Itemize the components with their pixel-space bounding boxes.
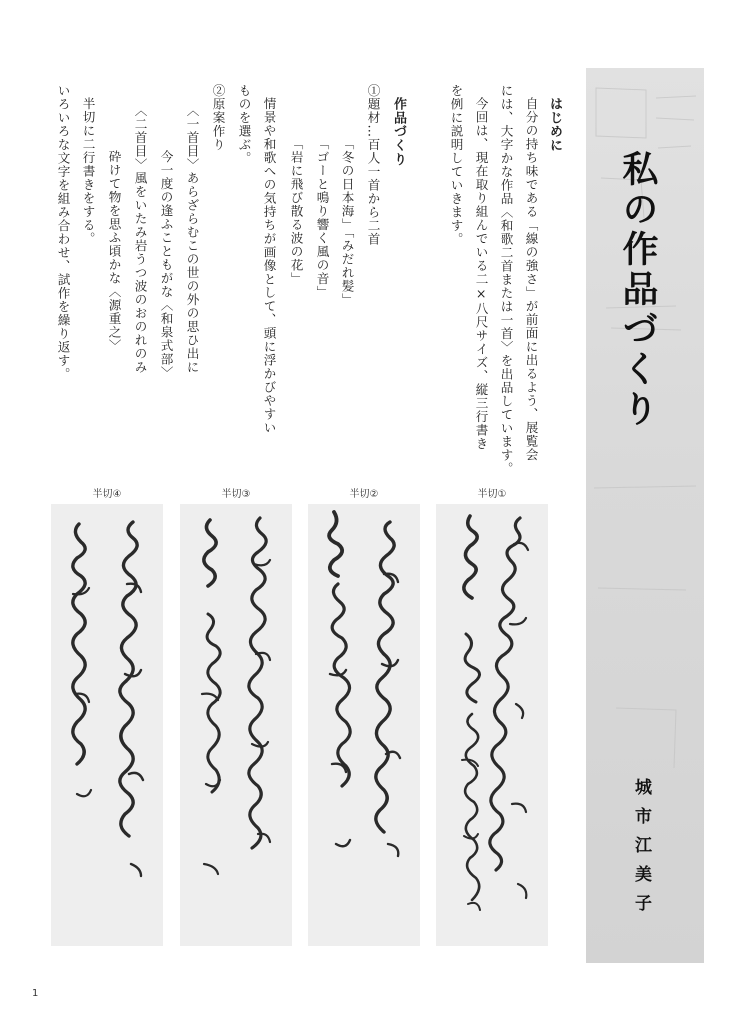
brush-strokes-1 bbox=[436, 504, 548, 946]
page-number: 1 bbox=[32, 988, 39, 999]
slip-label-2: 半切② bbox=[349, 489, 379, 500]
section-line-3: 「ゴーと鳴り響く風の音」 bbox=[314, 137, 330, 299]
brush-strokes-4 bbox=[51, 504, 163, 946]
section-line-12: 半切に二行書きをする。 bbox=[80, 97, 96, 246]
calligraphy-slip-4 bbox=[51, 504, 163, 946]
article-title: 私の作品づくり bbox=[617, 150, 659, 430]
section-line-5: 情景や和歌への気持ちが画像として、頭に浮かびやすい bbox=[261, 97, 277, 435]
section-line-2: 「冬の日本海」「みだれ髪」 bbox=[339, 137, 355, 307]
author-name: 城市江美子 bbox=[631, 778, 651, 923]
section-line-6: ものを選ぶ。 bbox=[236, 84, 252, 165]
calligraphy-slip-2 bbox=[308, 504, 420, 946]
section-heading: 作品づくり bbox=[391, 97, 406, 167]
slip-label-3: 半切③ bbox=[221, 489, 251, 500]
intro-line-2: には、大字かな作品〈和歌二首または一首〉を出品しています。 bbox=[498, 84, 514, 476]
slip-label-1: 半切① bbox=[477, 489, 507, 500]
section-line-1: ①題材…百人一首から二首 bbox=[365, 84, 381, 246]
intro-line-1: 自分の持ち味である「線の強さ」が前面に出るよう、展覧会 bbox=[523, 97, 539, 462]
calligraphy-slip-1 bbox=[436, 504, 548, 946]
intro-line-3: 今回は、現在取り組んでいる二×八尺サイズ、縦三行書き bbox=[473, 97, 489, 451]
brush-strokes-2 bbox=[308, 504, 420, 946]
section-line-11: 砕けて物を思ふ頃かな〈源重之〉 bbox=[106, 150, 122, 353]
section-line-13: いろいろな文字を組み合わせ、試作を繰り返す。 bbox=[55, 84, 71, 381]
brush-strokes-3 bbox=[180, 504, 292, 946]
slip-label-4: 半切④ bbox=[92, 489, 122, 500]
intro-heading: はじめに bbox=[547, 97, 562, 153]
calligraphy-slip-3 bbox=[180, 504, 292, 946]
section-line-9: 今一度の逢ふこともがな〈和泉式部〉 bbox=[158, 150, 174, 380]
intro-line-4: を例に説明していきます。 bbox=[448, 84, 464, 246]
section-line-7: ②原案作り bbox=[210, 84, 226, 152]
section-line-8: 〈一首目〉あらざらむこの世の外の思ひ出に bbox=[184, 104, 200, 374]
section-line-4: 「岩に飛び散る波の花」 bbox=[288, 137, 304, 286]
section-line-10: 〈二首目〉風をいたみ岩うつ波のおのれのみ bbox=[132, 104, 148, 374]
